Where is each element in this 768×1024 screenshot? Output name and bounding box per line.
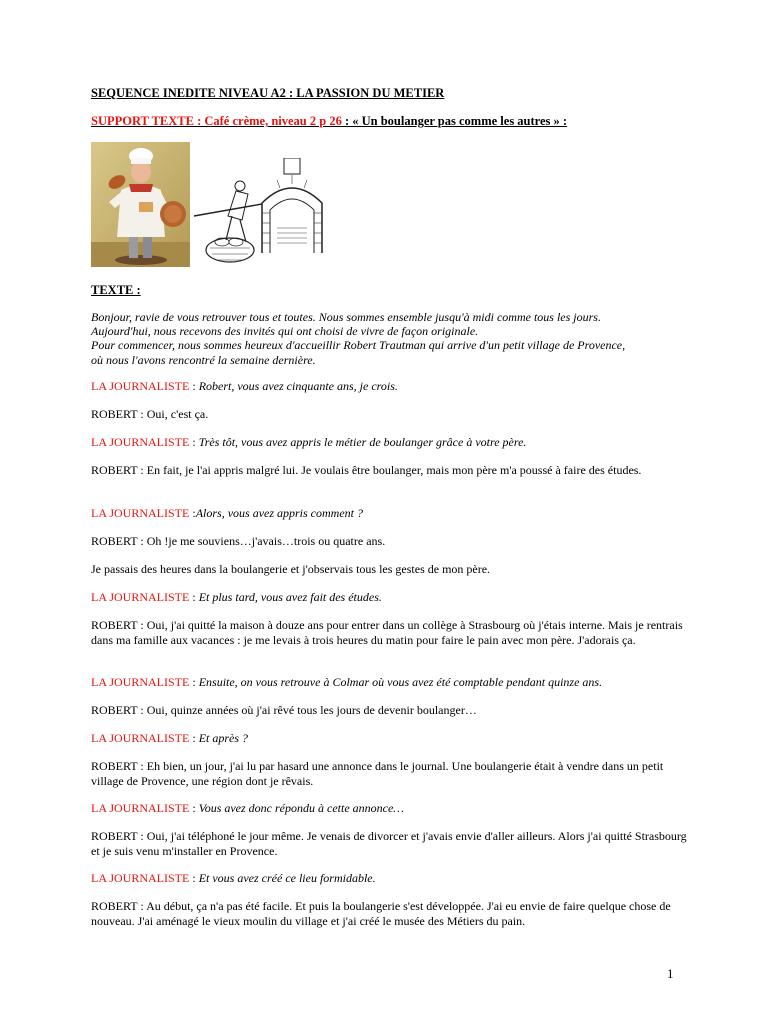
- answer-text: Oh !je me souviens…j'avais…trois ou quatre ans.: [146, 534, 386, 548]
- speaker-separator: :: [137, 407, 147, 421]
- sequence-title: SEQUENCE INEDITE NIVEAU A2 : LA PASSION DU METIER: [91, 86, 445, 100]
- speaker-separator: :: [137, 829, 147, 843]
- dialog-line: [91, 562, 691, 577]
- speaker-journaliste: LA JOURNALISTE: [91, 506, 190, 520]
- intro-paragraph: [91, 310, 691, 367]
- speaker-journaliste: LA JOURNALISTE: [91, 675, 190, 689]
- answer-text: Au début, ça n'a pas été facile. Et puis la boulangerie s'est développée. J'ai eu envie de faire quelque chose de nouveau. J'ai aménagé le vieux moulin du village et j'ai créé le musée des Métiers du pain.: [91, 899, 671, 928]
- intro-line: où nous l'avons rencontré la semaine dernière.: [91, 352, 316, 367]
- dialog-line: [91, 675, 691, 690]
- question-text: Ensuite, on vous retrouve à Colmar où vous avez été comptable pendant quinze ans.: [198, 675, 603, 689]
- answer-text: En fait, je l'ai appris malgré lui. Je voulais être boulanger, mais mon père m'a poussé à faire des études.: [146, 463, 642, 477]
- dialog-line: [91, 759, 691, 788]
- baker-oven-engraving: [192, 158, 327, 270]
- dialog-line: [91, 731, 691, 746]
- intro-line: Pour commencer, nous sommes heureux d'accueillir Robert Trautman qui arrive d'un petit village de Provence,: [91, 338, 626, 353]
- support-label: SUPPORT TEXTE : Café crème, niveau 2 p 26: [91, 114, 342, 128]
- question-text: Et plus tard, vous avez fait des études.: [198, 590, 382, 604]
- speaker-separator: :: [189, 379, 199, 393]
- speaker-separator: :: [137, 618, 147, 632]
- speaker-separator: :: [189, 731, 199, 745]
- answer-text: Oui, quinze années où j'ai rêvé tous les jours de devenir boulanger…: [146, 703, 477, 717]
- dialog-line: [91, 379, 691, 394]
- speaker-robert: ROBERT: [91, 618, 138, 632]
- speaker-separator: :: [137, 534, 147, 548]
- dialog-line: [91, 590, 691, 605]
- speaker-robert: ROBERT: [91, 759, 138, 773]
- speaker-journaliste: LA JOURNALISTE: [91, 590, 190, 604]
- question-text: Et après ?: [198, 731, 249, 745]
- dialog-line: [91, 618, 691, 647]
- question-text: Alors, vous avez appris comment ?: [195, 506, 364, 520]
- answer-text: Oui, j'ai téléphoné le jour même. Je venais de divorcer et j'avais envie d'aller ailleurs. Alors j'ai quitté Strasbourg et je suis venu m'installer en Provence.: [91, 829, 687, 858]
- speaker-robert: ROBERT: [91, 899, 138, 913]
- intro-line: Aujourd'hui, nous recevons des invités qui ont choisi de vivre de façon originale.: [91, 324, 479, 339]
- dialog-line: [91, 871, 691, 886]
- dialog-line: [91, 829, 691, 858]
- speaker-separator: :: [189, 675, 199, 689]
- answer-text: Eh bien, un jour, j'ai lu par hasard une annonce dans le journal. Une boulangerie était à vendre dans un petit village de Provence, une région dont je rêvais.: [91, 759, 664, 788]
- speaker-separator: :: [189, 801, 199, 815]
- texte-heading: TEXTE :: [91, 283, 141, 297]
- speaker-separator: :: [137, 463, 147, 477]
- speaker-robert: ROBERT: [91, 407, 138, 421]
- answer-text: Oui, j'ai quitté la maison à douze ans pour entrer dans un collège à Strasbourg où j'étais interne. Mais je rentrais dans ma famille aux vacances : je me levais à trois heures du matin pour faire le pain avec mon père. J'adorais ça.: [91, 618, 683, 647]
- dialog-line: [91, 899, 691, 928]
- support-rest: : « Un boulanger pas comme les autres » :: [341, 114, 568, 128]
- speaker-journaliste: LA JOURNALISTE: [91, 379, 190, 393]
- answer-text: Je passais des heures dans la boulangerie et j'observais tous les gestes de mon père.: [91, 562, 491, 576]
- dialog-line: [91, 463, 691, 478]
- baker-figurine-photo: [91, 142, 190, 267]
- dialog-line: [91, 534, 691, 549]
- question-text: Vous avez donc répondu à cette annonce…: [198, 801, 404, 815]
- speaker-journaliste: LA JOURNALISTE: [91, 871, 190, 885]
- dialog-line: [91, 703, 691, 718]
- support-line: [91, 114, 567, 129]
- speaker-robert: ROBERT: [91, 829, 138, 843]
- page-number: 1: [667, 966, 674, 981]
- speaker-journaliste: LA JOURNALISTE: [91, 435, 190, 449]
- dialog-line: [91, 435, 691, 450]
- question-text: Robert, vous avez cinquante ans, je crois.: [198, 379, 398, 393]
- speaker-separator: :: [137, 703, 147, 717]
- speaker-separator: :: [189, 506, 196, 520]
- question-text: Très tôt, vous avez appris le métier de boulanger grâce à votre père.: [198, 435, 527, 449]
- dialog-line: [91, 407, 691, 422]
- question-text: Et vous avez créé ce lieu formidable.: [198, 871, 376, 885]
- speaker-separator: :: [189, 871, 199, 885]
- speaker-robert: ROBERT: [91, 463, 138, 477]
- speaker-robert: ROBERT: [91, 703, 138, 717]
- dialog-line: [91, 506, 691, 521]
- speaker-separator: :: [137, 759, 147, 773]
- speaker-separator: :: [189, 435, 199, 449]
- answer-text: Oui, c'est ça.: [146, 407, 209, 421]
- speaker-journaliste: LA JOURNALISTE: [91, 801, 190, 815]
- speaker-separator: :: [189, 590, 199, 604]
- speaker-separator: :: [137, 899, 147, 913]
- dialog-line: [91, 801, 691, 816]
- speaker-journaliste: LA JOURNALISTE: [91, 731, 190, 745]
- intro-line: Bonjour, ravie de vous retrouver tous et toutes. Nous sommes ensemble jusqu'à midi comme tous les jours.: [91, 310, 601, 324]
- speaker-robert: ROBERT: [91, 534, 138, 548]
